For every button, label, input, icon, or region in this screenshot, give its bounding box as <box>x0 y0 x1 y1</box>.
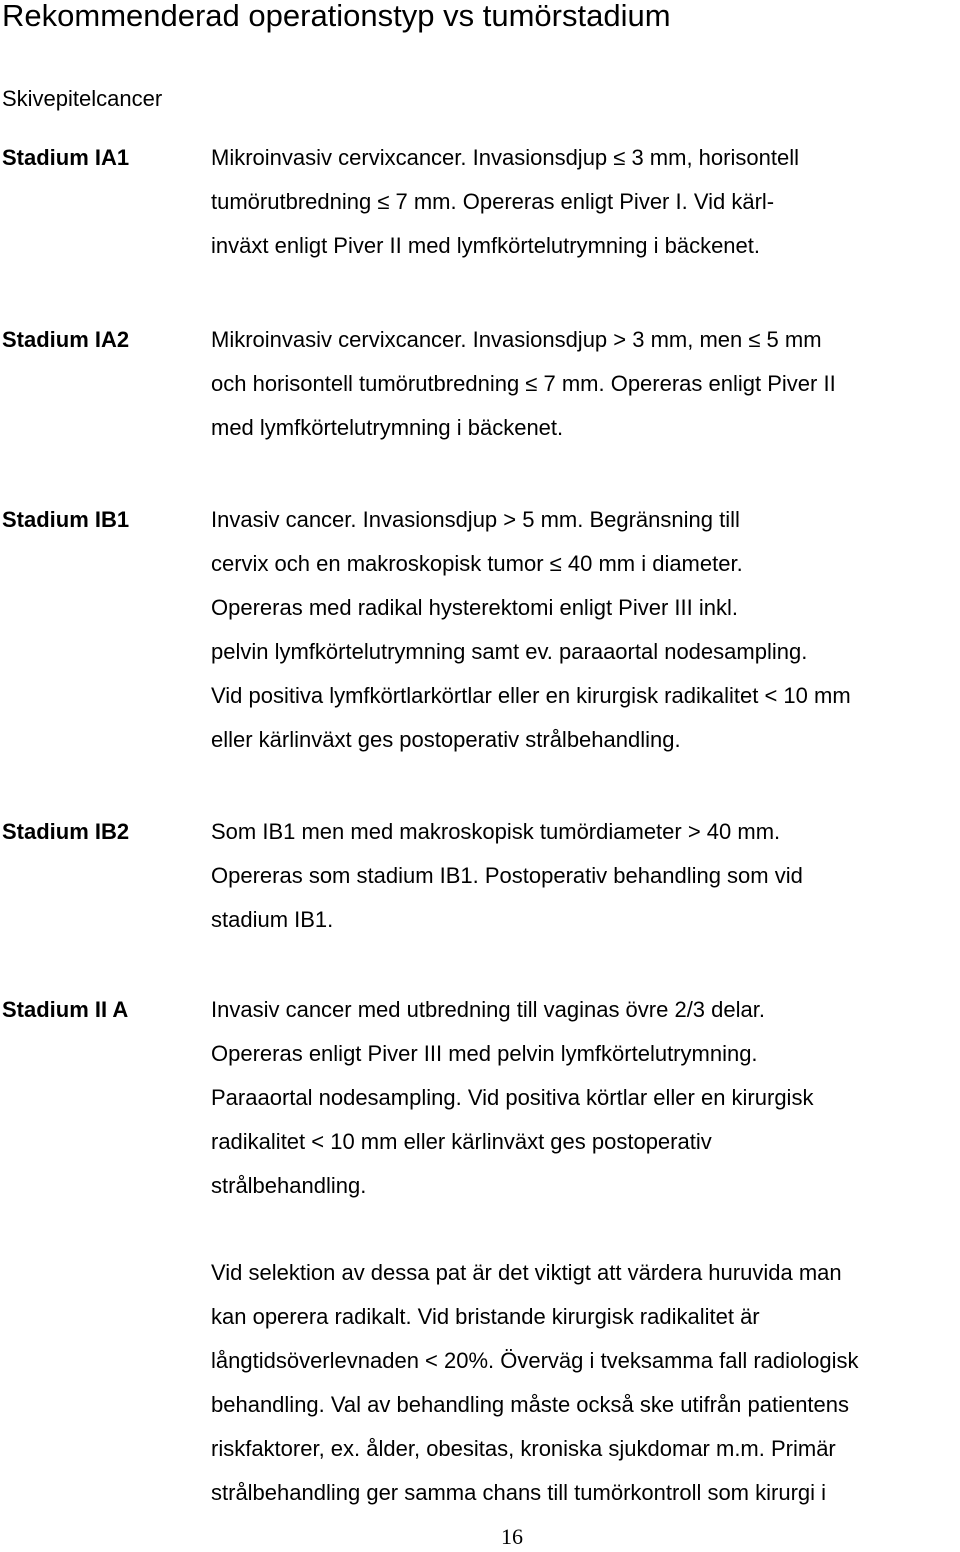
stage-description-ia2 <box>211 318 956 450</box>
text-line: behandling. Val av behandling måste också ske utifrån patientens <box>211 1392 850 1417</box>
text-line: Invasiv cancer. Invasionsdjup > 5 mm. Begränsning till <box>211 507 740 532</box>
stage-label-ib1: Stadium IB1 <box>2 507 130 532</box>
text-line: långtidsöverlevnaden < 20%. Överväg i tveksamma fall radiologisk <box>211 1348 859 1373</box>
document-subtitle: Skivepitelcancer <box>2 86 163 111</box>
text-line: riskfaktorer, ex. ålder, obesitas, kroniska sjukdomar m.m. Primär <box>211 1436 836 1461</box>
text-line: med lymfkörtelutrymning i bäckenet. <box>211 415 564 440</box>
selection-note-paragraph <box>211 1251 956 1515</box>
stage-description-iia <box>211 988 956 1208</box>
page-title: Rekommenderad operationstyp vs tumörstadium <box>2 0 671 33</box>
stage-label-ib2: Stadium IB2 <box>2 819 130 844</box>
text-line: radikalitet < 10 mm eller kärlinväxt ges postoperativ <box>211 1129 712 1154</box>
text-line: Invasiv cancer med utbredning till vaginas övre 2/3 delar. <box>211 997 765 1022</box>
stage-label-ia1: Stadium IA1 <box>2 145 130 170</box>
text-line: Mikroinvasiv cervixcancer. Invasionsdjup > 3 mm, men ≤ 5 mm <box>211 327 822 352</box>
text-line: Opereras som stadium IB1. Postoperativ behandling som vid <box>211 863 803 888</box>
text-line: cervix och en makroskopisk tumor ≤ 40 mm i diameter. <box>211 551 743 576</box>
text-line: pelvin lymfkörtelutrymning samt ev. paraaortal nodesampling. <box>211 639 808 664</box>
text-line: Mikroinvasiv cervixcancer. Invasionsdjup ≤ 3 mm, horisontell <box>211 145 799 170</box>
text-line: Opereras enligt Piver III med pelvin lymfkörtelutrymning. <box>211 1041 758 1066</box>
text-line: tumörutbredning ≤ 7 mm. Opereras enligt Piver I. Vid kärl- <box>211 189 775 214</box>
stage-description-ib1 <box>211 498 956 762</box>
text-line: kan operera radikalt. Vid bristande kirurgisk radikalitet är <box>211 1304 760 1329</box>
text-line: inväxt enligt Piver II med lymfkörtelutrymning i bäckenet. <box>211 233 761 258</box>
text-line: stadium IB1. <box>211 907 334 932</box>
text-line: Vid selektion av dessa pat är det viktigt att värdera huruvida man <box>211 1260 842 1285</box>
stage-label-ia2: Stadium IA2 <box>2 327 130 352</box>
text-line: Paraaortal nodesampling. Vid positiva körtlar eller en kirurgisk <box>211 1085 814 1110</box>
text-line: eller kärlinväxt ges postoperativ strålbehandling. <box>211 727 681 752</box>
text-line: Som IB1 men med makroskopisk tumördiameter > 40 mm. <box>211 819 781 844</box>
text-line: och horisontell tumörutbredning ≤ 7 mm. Opereras enligt Piver II <box>211 371 836 396</box>
stage-label-iia: Stadium II A <box>2 997 129 1022</box>
text-line: strålbehandling ger samma chans till tumörkontroll som kirurgi i <box>211 1480 827 1505</box>
stage-description-ib2 <box>211 810 956 942</box>
text-line: Vid positiva lymfkörtlarkörtlar eller en kirurgisk radikalitet < 10 mm <box>211 683 851 708</box>
stage-description-ia1 <box>211 136 956 268</box>
text-line: strålbehandling. <box>211 1173 367 1198</box>
text-line: Opereras med radikal hysterektomi enligt Piver III inkl. <box>211 595 738 620</box>
page-number: 16 <box>501 1524 523 1549</box>
